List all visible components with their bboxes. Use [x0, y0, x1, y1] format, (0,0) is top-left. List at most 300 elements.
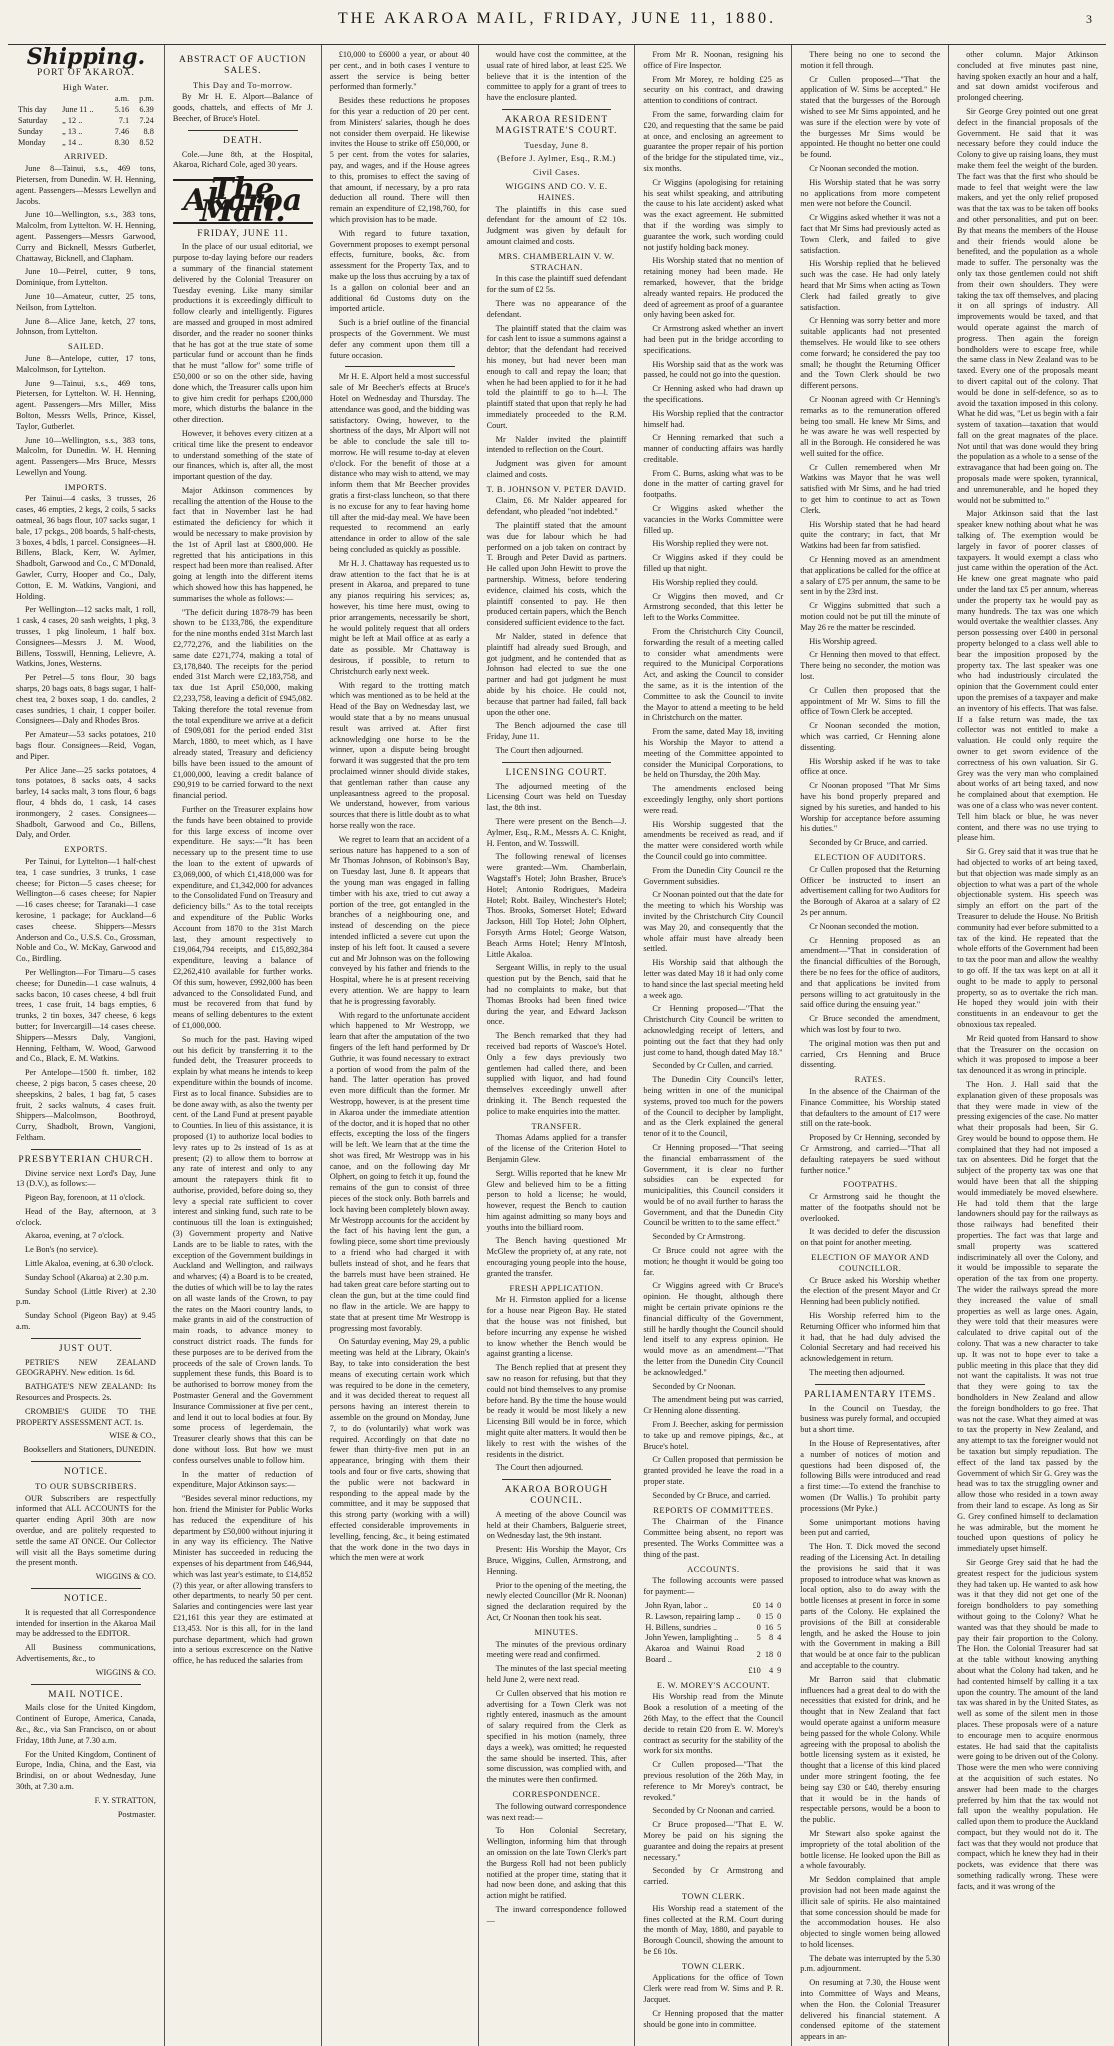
- account-cell: John Yewen, lamplighting ..: [645, 1633, 739, 1643]
- case-text: The Court then adjourned.: [495, 746, 584, 756]
- council-text: From Mr R. Noonan, resigning his office of Fire Inspector.: [643, 50, 784, 70]
- borough-council-heading: AKAROA BOROUGH COUNCIL.: [504, 1485, 609, 1507]
- news-paragraph: With regard to the trotting match which was mentioned as to be held at the Head of the Bay on Wednesday last, we would state that a by no means unusual result was arrived at. After first acknowledging one horse to be the winner, upon a dispute being brought forward it was suggested that the pro tem proclaimed winner should divide stakes, that gentleman rather than cause any unpleasantness agreed to the proposal. We understand, however, from various sources that there is little doubt as to what horse really won the race.: [329, 680, 470, 830]
- parliamentary-text: Mr Stewart also spoke against the impropriety of the total abolition of the bottle license. He looked upon the Bill as a whole favourably.: [800, 1828, 941, 1871]
- editorial-paragraph: In the place of our usual editorial, we purpose to-day laying before our readers a summary of the financial statement delivered by the Colonial Treasurer on Tuesday evening. Like many similar productions it is exceedingly difficult to follow clearly and intelligently. Figures are massed and grouped in most admired disorder, and the reader no sooner thinks that he has got at the true state of some particular fund or account than he finds that he must "allow for" some trifle of £50,000 or so on the other side, having done which, the Treasurer calls upon him to give him credit for perhaps £200,000 more, which disturbs the balance in the other direction.: [172, 242, 313, 425]
- rates-text: Proposed by Cr Henning, seconded by Cr Armstrong, and carried—"That all defaulting ratepayers be sued without further notice.": [800, 1133, 941, 1175]
- tide-table: [16, 94, 156, 148]
- council-text: Cr Wiggins then moved, and Cr Armstrong seconded, that this letter be left to the Works Committee.: [643, 591, 784, 623]
- case-title: WIGGINS AND CO. V. E. HAINES.: [505, 180, 608, 202]
- licensing-text: The Bench remarked that they had received bad reports of Wascoe's Hotel. Only a few days previously two gentlemen had called there, and been supplied with liquor, and had found themselves exceedingly unwell after drinking it. The Bench requested the police to make enquiries into the matter.: [486, 1031, 627, 1116]
- columns: [8, 44, 1106, 2042]
- council-text: Cr Wiggins agreed with Cr Bruce's opinion. He thought, although there might be certain private opinions re the financial difficulty of the Government, still he hardly thought the Council should lend itself to any express opinion. He would move as an amendment—"That the letter from the Dunedin City Council be acknowledged.": [643, 1281, 784, 1377]
- just-out-signature: WISE & CO.,: [109, 1431, 156, 1441]
- council-text: Cr Henning asked who had drawn up the specifications.: [643, 384, 784, 404]
- parliamentary-text: Some unimportant motions having been put and carried,: [800, 1517, 941, 1538]
- editorial-paragraph: In the matter of reduction of expenditure, Major Atkinson says:—: [172, 1469, 313, 1490]
- tide-cell: June 11 ..: [62, 105, 94, 115]
- case-text: The plaintiff stated that the amount was due for labour which he had performed on a job taken on contract by T. Brough and Peter David as partners. He called upon John Hewitt to prove the partnership. Witness, before tendering evidence, claimed his costs, which the plaintiff consented to pay. He then produced certain papers, which the Bench considered sufficient evidence to the fact.: [486, 521, 627, 628]
- court-before: (Before J. Aylmer, Esq., R.M.): [497, 153, 616, 164]
- news-paragraph: We regret to learn that an accident of a serious nature has happened to a son of Mr Thomas Johnson, of Robinson's Bay, on Tuesday last, June 8. It appears that the young man was engaged in falling timber with his axe, tried to cut away a portion of the tree, got entangled in the branches of a neighbouring one, and instead of descending on the piece intended inflicted a severe cut upon the instep of his left foot. It caused a severe cut and Mr Johnson was on the following conveyed by his father and friends to the Hospital, where he is at present receiving every attention. We are happy to learn that he is progressing favorably.: [329, 834, 470, 1006]
- council-text: His Worship suggested that the amendments be received as read, and if the matter were considered worth while the Council could go into committee.: [643, 819, 784, 861]
- table-row: [643, 1612, 783, 1623]
- column-4: [479, 45, 636, 2046]
- borough-text: A meeting of the above Council was held at their Chambers, Balguerie street, on Wednesday last, the 9th instant.: [486, 1509, 627, 1541]
- notice2-text: All Business communications, Advertisements, &c., to: [16, 1643, 156, 1663]
- rates-heading: RATES.: [854, 1074, 886, 1085]
- table-row: [643, 1601, 783, 1612]
- church-heading: PRESBYTERIAN CHURCH.: [18, 1154, 154, 1165]
- council-text: From C. Burns, asking what was to be done in the matter of carting gravel for footpaths.: [643, 468, 784, 500]
- case-text: Mr Nalder invited the plaintiff intended to reflection on the Court.: [486, 434, 627, 455]
- tide-cell: a.m.: [114, 94, 130, 104]
- licensing-text: There were present on the Bench—J. Aylmer, Esq., R.M., Messrs A. C. Knight, H. Fenton, and W. Tosswill.: [486, 817, 627, 848]
- just-out-item: CROMBIE'S GUIDE TO THE PROPERTY ASSESSMENT ACT. 1s.: [16, 1406, 156, 1427]
- imports-heading: IMPORTS.: [64, 481, 108, 492]
- transfer-text: Sergt. Willis reported that he knew Mr Glew and believed him to be a fitting person to hold a license; he would, however, request the Bench to caution him against admitting so many boys and youths into the billiard room.: [486, 1168, 627, 1232]
- parliamentary-text: other column. Major Atkinson concluded at five minutes past nine, having spoken exactly an hour and a half, and sat down amidst vociferous and prolonged cheering.: [957, 50, 1098, 103]
- tide-cell: 5.16: [114, 105, 130, 115]
- parliamentary-text: Mr Reid quoted from Hansard to show that the Treasurer on the occasion on which it was proposed to impose a beer tax denounced it as wrong in principle.: [957, 1033, 1098, 1076]
- parliamentary-text: Sir G. Grey said that it was true that he had objected to works of art being taxed, but that objection was made simply as an objection to what was a part of the whole objectionable system. His speech was simply an effort on the part of the Treasurer to delude the House. No British community had ever before submitted to a tax of the kind. He repeated that the whole efforts of the Government had been to tax the poor man and allow the wealthy to go off. If the tax was kept on at all it ought to be made to apply to personal property, so as to overtake the rich man. He hoped they would join with their constituents in an endeavour to get the obnoxious tax repealed.: [957, 847, 1098, 1029]
- church-line: Sunday School (Pigeon Bay) at 9.45 a.m.: [16, 1311, 156, 1332]
- council-text: His Worship agreed.: [809, 636, 877, 646]
- accounts-table: [643, 1601, 783, 1677]
- account-cell: 5: [756, 1633, 761, 1643]
- council-text: Cr Armstrong asked whether an invert had been put in the bridge according to specifications.: [643, 324, 784, 355]
- account-cell: 16: [764, 1622, 774, 1632]
- tide-cell: 7.1: [118, 115, 130, 125]
- council-text: His Worship said that although the letter was dated May 18 it had only come to hand since the last special meeting held a week ago.: [643, 958, 784, 1000]
- council-text: Cr Cullen proposed that permission be granted provided he leave the road in a proper state.: [643, 1455, 784, 1487]
- import-item: Per Wellington—12 sacks malt, 1 roll, 1 cask, 4 cases, 20 sash weights, 1 pkg, 3 trusses, 1 pkg linoleum, 1 half box. Consignees—Messrs J. M. Wood, Billens, Tosswill, Henning, Lelievre, A. Watkins, Jones, Westerns.: [16, 605, 156, 669]
- fresh-application-heading: FRESH APPLICATION.: [509, 1282, 604, 1293]
- parliamentary-text: In the House of Representatives, after a number of notices of motion and questions had been disposed of, the following Bills were introduced and read a first time:—To extend the franchise to women (Dr Wallis.) To prohibit party processions (Mr Pyke.): [800, 1439, 941, 1513]
- town-clerk-text: Applications for the office of Town Clerk were read from W. Sims and P. R. Jacquet.: [643, 1973, 784, 2005]
- council-text: Seconded by Cr Bruce, and carried.: [652, 1490, 771, 1500]
- licensing-text: Sergeant Willis, in reply to the usual question put by the Bench, said that he had no complaints to make, but that Thomas Brooks had been fined twice during the year, and Edward Jackson once.: [486, 963, 627, 1027]
- news-paragraph: Mr H. E. Alport held a most successful sale of Mr Beecher's effects at Bruce's Hotel on Wednesday and Thursday. The attendance was good, and the bidding was satisfactory. Owing, however, to the shortness of the days, Mr Alport will not be able to conclude the sale till to-morrow. He will resume to-day at eleven o'clock. For the benefit of those at a distance who may wish to attend, we may inform them that Mr Beecher provides gratis a first-class luncheon, so that there is no excuse for any to fear having home till after the mid-day meal. We have been requested to recommend an early attendance in order to allow of the sale being concluded as quickly as possible.: [329, 372, 470, 555]
- auditors-text: Cr Cullen proposed that the Returning Officer be instructed to insert an advertisement calling for two Auditors for the Borough of Akaroa at a salary of £2 2s per annum.: [800, 864, 941, 917]
- auditors-text: Cr Bruce seconded the amendment, which was lost by four to two.: [800, 1014, 941, 1034]
- import-item: Per Tainui—4 casks, 3 trusses, 26 cases, 46 empties, 2 kegs, 2 coils, 5 sacks oatmeal, 36 bags flour, 107 sacks sugar, 1 bale, 17 pckgs., 208 boards, 5 half-chests, 3 boxes, 4 bdls, 1 parcel. Consignees—H. Billens, Black, Kerr, W. Aylmer, Shadbolt, Garwood and Co., C M'Donald, Gawler, Curry, Hooper and Co., Daly, Cotton, E. M. Watkins, Vangioni, and Holding.: [16, 494, 156, 601]
- divider: [31, 1588, 141, 1589]
- council-text: Seconded by Cr Armstrong.: [652, 1232, 746, 1242]
- case-text: The Bench adjourned the case till Friday, June 11.: [486, 721, 627, 742]
- arrival-item: June 10—Petrel, cutter, 9 tons, Dominique, from Lyttelton.: [16, 267, 156, 288]
- church-line: Pigeon Bay, forenoon, at 11 o'clock.: [25, 1193, 146, 1203]
- exports-heading: EXPORTS.: [64, 844, 108, 855]
- parliamentary-text: Mr Seddon complained that ample provision had not been made against the illicit sale of spirits. He also maintained that some concession should be made for the accommodation houses. He also objected to single women being allowed to hold licenses.: [800, 1875, 941, 1949]
- export-item: Per Wellington—For Timaru—5 cases cheese; for Dunedin—1 case walnuts, 4 sacks bacon, 10 cases cheese, 4 bdl fruit trees, 1 case fruit, 14 bags empties, 6 trunks, 2 tin boxes, 347 cheese, 6 kegs butter; for Invercargill—14 cases cheese. Shippers—Messrs Daly, Vangioni, Henning, Feltham, W. Wood, Garwood and Co., Black, E. M. Watkins.: [16, 967, 156, 1064]
- news-paragraph: Mr H. J. Chattaway has requested us to draw attention to the fact that he is at present in Akaroa, and prepared to tune any pianos requiring his services; as, however, his time here must, owing to prior arrangements, necessarily be short, he would politely request that all orders might be left at Mail office at as early a date as possible. Mr Chattaway is desirous, if possible, to return to Christchurch early next week.: [329, 558, 470, 676]
- abstract-heading: ABSTRACT OF AUCTION SALES.: [178, 55, 307, 76]
- mayor-election-heading: ELECTION OF MAYOR AND COUNCILLOR.: [811, 1252, 930, 1273]
- council-text: His Worship replied that he believed such was the case. He had only lately heard that Mr Sims when acting as Town Clerk had failed greatly to give satisfaction.: [800, 259, 941, 312]
- council-text: His Worship stated that he was sorry no applications from more competent men were not before the Council.: [800, 177, 941, 209]
- divider: [31, 1461, 141, 1462]
- table-row: [16, 105, 156, 116]
- council-text: Cr Bruce could not agree with the motion; he thought it would be going too far.: [643, 1246, 784, 1277]
- council-text: Seconded by Cr Bruce, and carried.: [809, 838, 928, 848]
- table-row: [16, 94, 156, 105]
- parliamentary-text: Major Atkinson said that the last speaker knew nothing about what he was talking of. The exemption would be largely in favor of poorer classes of taxpayers. It would exempt a class who just came within the operation of the Act. He knew one great magnate who paid under the land tax £5 per annum, whereas under the property tax he would pay as many hundreds. The tax was one which would overtake the wealthier classes. Any person possessing over £400 in personal property belonged to a class well able to bear the imposition proposed by the property tax. The last speaker was one who had industriously circulated the opinion that the Government could enter upon the premises of a taxpayer and make an inventory of his effects. That was false. If a false return was made, the tax collector was not entitled to make a valuation. He could only require the owner to get sworn evidence of the correctness of his own valuation. Sir G. Grey was the very man who complained about works of art being taxed, and now he complained about that exemption. He was one of a class who was never content. Tell him black or blue, he was never content, and there was no use trying to please him.: [957, 509, 1098, 843]
- account-cell: 0: [756, 1611, 761, 1621]
- account-cell: 0: [777, 1600, 782, 1610]
- transfer-heading: TRANSFER.: [531, 1120, 582, 1131]
- correspondence-text: To Hon Colonial Secretary, Wellington, informing him that through an omission on the late Town Clerk's part the Burgess Roll had not been publicly notified at the proper time, stating that it had now been done, and asking that this action might be ratified.: [486, 1826, 627, 1901]
- morey-text: His Worship read from the Minute Book a resolution of a meeting of the 26th May, to the effect that the Council decide to retain £20 from E. W. Morey's contract as security for the stability of the work for six months.: [643, 1692, 784, 1756]
- account-cell: 18: [764, 1649, 774, 1659]
- minutes-text: The minutes of the last special meeting held June 2, were next read.: [486, 1664, 627, 1684]
- import-item: Per Alice Jane—25 sacks potatoes, 4 tons potatoes, 8 sacks oats, 4 sacks barley, 14 sacks malt, 3 tons flour, 6 bags flour, 4 bhds do, 1 cask, 14 cases ironmongery, 2 cases. Consignees—Shadbolt, Garwood and Co., Billens, Daly, and Order.: [16, 765, 156, 840]
- case-text: The plaintiffs in this case sued defendant for the amount of £2 10s. Judgment was given by default for amount claimed and costs.: [486, 204, 627, 246]
- arrived-heading: ARRIVED.: [63, 151, 108, 162]
- mail-notice-text: Mails close for the United Kingdom, Continent of Europe, America, Canada, &c., &c., via San Francisco, on or about Friday, 18th June, at 7.30 a.m.: [16, 1703, 156, 1745]
- footpaths-heading: FOOTPATHS.: [842, 1179, 898, 1190]
- notice2-heading: NOTICE.: [63, 1594, 109, 1604]
- parliamentary-text: Sir George Grey said that he had the greatest respect for the judicious system they had taken up. He wanted to ask how was it that they did not get one of the foreign bondholders to pay something without going to the Colony? What he wanted was that they should be made to pay their fair proportion to the Colony. The Hon. the Colonial Treasurer had sat at the table without knowing anything about what the Colony had taken, and he had contented himself by calling it a tax upon the country. The amount of the land tax was shared in by the United States, as well as some of the silent men in those places. These proposals were of a nature to encourage men to acquire enormous estates. He had said that the capitalists were going to be driven out of the Colony. Those were the men who were conniving at the acquisition of such estates. No answer had been made to the charges preferred by him that the tax would not fall upon the wealthy population. He called upon them to produce the Auckland compact, but they would not do it. The fact was that they would not produce that compact, which he knew they had in their pockets, was evidence that there was something radically wrong. These were facts, and it was wrong of the: [957, 1557, 1098, 1891]
- table-row: [16, 127, 156, 138]
- council-text: Cr Wiggins submitted that such a motion could not be put till the minute of May 26 re the matter be rescinded.: [800, 601, 941, 632]
- town-clerk-heading: TOWN CLERK.: [681, 1890, 745, 1901]
- column-7: [949, 45, 1106, 2046]
- council-text: Cr Noonan pointed out that the date for the meeting to which his Worship was invited by the Christchurch City Council was May 20, and consequently that the whole affair must have already been settled.: [643, 890, 784, 954]
- death-text: Cole.—June 8th, at the Hospital, Akaroa, Richard Cole, aged 30 years.: [172, 149, 313, 170]
- masthead: [8, 10, 1106, 45]
- morey-heading: E. W. MOREY'S ACCOUNT.: [656, 1679, 770, 1690]
- tide-cell: [60, 94, 107, 105]
- fresh-application-text: Mr H. Firmston applied for a license for a house near Pigeon Bay. He stated that the house was not finished, but before incurring any expense he wished to know whether the Bench would be against granting a license.: [486, 1295, 627, 1359]
- church-line: Sunday School (Akaroa) at 2.30 p.m.: [25, 1272, 149, 1282]
- table-row: [643, 1644, 783, 1666]
- tide-cell: 8.8: [143, 126, 154, 136]
- correspondence-text: The inward correspondence followed—: [486, 1904, 627, 1925]
- council-text: Cr Noonan agreed with Cr Henning's remarks as to the remuneration offered being too small. He knew Mr Sims, and he was aware he was well respected by all in the Borough. He considered he was well suited for the office.: [800, 394, 941, 458]
- morey-text: Cr Cullen proposed—"That the previous resolution of the 26th May, in reference to Mr Morey's contract, be revoked.": [643, 1760, 784, 1802]
- civil-cases-heading: Civil Cases.: [532, 167, 581, 178]
- just-out-heading: JUST OUT.: [58, 1343, 113, 1354]
- news-paragraph: would have cost the committee, at the usual rate of hired labor, at least £25. We believe that it is the intention of the committee to apply for a grant of trees to have the enclosure planted.: [486, 50, 627, 103]
- sailing-item: June 9—Tainui, s.s., 469 tons, Pietersen, for Lyttelton. W. H. Henning, agent. Passengers—Mrs Miller, Miss Bolton, Messrs Wells, Prince, Kissel, Taylor, Gutberlet.: [16, 378, 156, 431]
- news-paragraph: £10,000 to £6000 a year, or about 40 per cent., and in both cases I venture to assert the service is being better performed than formerly.": [329, 50, 470, 92]
- case-title: T. B. JOHNSON V. PETER DAVID.: [486, 483, 627, 494]
- mail-notice-heading: MAIL NOTICE.: [48, 1689, 124, 1700]
- council-text: The Dunedin City Council's letter, being written in one of the municipal systems, proved too much for the powers of the Council to decipher by lamplight, and as the Clerk explained the general tenor of it to the Council,: [643, 1075, 784, 1139]
- account-cell: 0: [777, 1649, 782, 1659]
- tide-cell: p.m.: [139, 94, 154, 104]
- notice-heading: NOTICE.: [63, 1467, 109, 1478]
- account-cell: 14: [764, 1600, 774, 1610]
- sailing-item: June 8—Antelope, cutter, 17 tons, Malcolmson, for Lyttelton.: [16, 353, 156, 374]
- minutes-text: The minutes of the previous ordinary meeting were read and confirmed.: [486, 1639, 627, 1660]
- town-clerk-text: Cr Henning proposed that the matter should be gone into in committee.: [643, 2008, 784, 2029]
- tide-cell: 7.24: [139, 115, 154, 125]
- high-water-heading: High Water.: [62, 81, 110, 92]
- table-row: [643, 1623, 783, 1634]
- table-row: [16, 116, 156, 127]
- council-text: Seconded by Cr Noonan.: [652, 1381, 736, 1391]
- court-date: Tuesday, June 8.: [524, 139, 589, 150]
- church-line: Akaroa, evening, at 7 o'clock.: [25, 1231, 124, 1241]
- divider: [31, 1684, 141, 1685]
- editorial-paragraph: However, it behoves every citizen at a critical time like the present to endeavor to understand something of the state of our finances, which is, after all, the most important question of the day.: [172, 428, 313, 482]
- fresh-application-text: The Bench replied that at present they saw no reason for refusing, but that they could not bind themselves to any promise before hand. By the time the house would be ready it would be most likely a new Licensing Bill would be in force, which might quite alter matters. It would then be likely to rest with the wishes of the residents in the district.: [486, 1363, 627, 1459]
- council-text: Cr Wiggins asked if they could be filled up that night.: [643, 553, 784, 574]
- divider: [188, 130, 298, 131]
- council-text: Cr Wiggins (apologising for retaining his seat whilst speaking, and attributing the cause to his late accident) asked what was the exact agreement. He submitted that if the wording was simply to guarantee the work, such wording could not justify holding back money.: [643, 177, 784, 252]
- account-cell: 9: [777, 1665, 782, 1675]
- divider: [502, 762, 612, 763]
- column-6: [792, 45, 949, 2046]
- tide-cell: Sunday: [18, 126, 43, 136]
- accounts-heading: ACCOUNTS.: [687, 1563, 740, 1574]
- account-cell: 8: [768, 1633, 774, 1643]
- divider: [815, 1384, 925, 1385]
- tide-cell: Monday: [18, 137, 46, 147]
- account-cell: Akaroa and Wainui Road Board ..: [645, 1644, 745, 1664]
- council-text: Cr Noonan proposed "That Mr Sims have his bond properly prepared and signed by his sureties, and handed to his Worship for acceptance before assuming his duties.": [800, 781, 941, 834]
- reports-text: The Chairman of the Finance Committee being absent, no report was presented. The Works Committee was a thing of the past.: [643, 1517, 784, 1559]
- abstract-text: By Mr H. E. Alport—Balance of goods, chattels, and effects of Mr J. Beecher, of Bruce's Hotel.: [172, 92, 313, 123]
- case-text: Mr Nalder, stated in defence that plaintiff had already sued Brough, and got judgment, and he contended that as Johnson had elected to sue the one partner and had got judgment he must abide by his choice. He could not, because that partner had failed, fall back upon the other one.: [486, 632, 627, 717]
- case-text: The plaintiff stated that the claim was for cash lent to issue a summons against a debtor; that the defendant had received his money, but had never been man enough to call and repay the loan; that when he had been applied to for it he had told the plaintiff to go to h—l. The plaintiff stated that upon that reply he had immediately proceeded to the R.M. Court.: [486, 323, 627, 430]
- account-cell: 4: [777, 1633, 782, 1643]
- export-item: Per Antelope—1500 ft. timber, 182 cheese, 2 pigs bacon, 5 cases cheese, 20 sheepskins, 2 bales, 1 bag fat, 5 cases fruit, 2 sacks walnuts, 4 cases fruit. Shippers—Malcolmson, Boothroyd, Curry, Shadbolt, Brown, Vangioni, Feltham.: [16, 1068, 156, 1142]
- mayor-election-text: Cr Bruce asked his Worship whether the election of the present Mayor and Cr Henning had been publicly notified.: [800, 1275, 941, 1307]
- mayor-election-text: The meeting then adjourned.: [809, 1368, 905, 1378]
- parliamentary-text: Sir George Grey pointed out one great defect in the financial proposals of the Government. He said that it was necessary before they could induce the Colony to give up raising loans, they must make them feel the weight of the burden. The fact was that the first who should be made to feel that weight were the law makers, and yet the only relief proposed was that the tax was to be taken off books and other personalities, and put on beer. By that means the members of the House and their friends would alone be benefited, and the population as a whole made to suffer. The personalty was the only tax those gentlemen could not shift from their own shoulders. They were taking the tax off themselves, and placing it on all springs of industry. All improvements would be taxed, and that would operate against the march of progress. Then again the foreign bondholders were to escape free, while the same class in New Zealand was to be taxed. Every one of the proposals meant to divert capital out of the colony. That would be done in self-defence, so as to avoid the taxation imposed in this colony. What he did was, "Let us begin with a fair system of taxation—taxation that would fall on the great magnates of the place. Not until that was done would they bring the population as a whole to a sense of the extravagance that had been going on. The proposals made were spoken, tyrannical, and unremunerable, and he hoped they would not be submitted to.": [957, 106, 1098, 505]
- shipping-heading: Shipping.: [26, 44, 146, 70]
- divider: [502, 1479, 612, 1480]
- church-line: Little Akaloa, evening, at 6.30 o'clock.: [25, 1259, 154, 1269]
- divider: [31, 1338, 141, 1339]
- mail-notice-text: For the United Kingdom, Continent of Europe, India, China, and the East, via Brindisi, on or about Wednesday, June 30th, at 7.30 a.m.: [16, 1749, 156, 1791]
- table-row: [16, 138, 156, 149]
- council-text: Cr Cullen proposed—"That the application of W. Sims be accepted." He stated that the burgesses of the Borough wished to see Mr Sims appointed, and he was sure if the election were by vote of the burgesses Mr Sims would be appointed. He thought no better one could be found.: [800, 74, 941, 160]
- council-text: Cr Henning moved as an amendment that applications be called for the office at a salary of £75 per annum, the same to be sent in by the 23rd inst.: [800, 555, 941, 597]
- death-heading: DEATH.: [223, 135, 263, 146]
- divider: [502, 109, 612, 110]
- paper-title: The Akaroa Mail.: [173, 179, 313, 223]
- council-text: His Worship stated that no mention of retaining money had been made. He remarked, however, that the bridge already wanted repairs. He produced the deed of agreement as proof of a guarantee only having been asked for.: [643, 256, 784, 320]
- account-cell: 4: [768, 1665, 774, 1675]
- church-line: Divine service next Lord's Day, June 13 (D.V.), as follows:—: [16, 1168, 156, 1189]
- council-text: Cr Henning then moved to that effect. There being no seconder, the motion was lost.: [800, 650, 941, 682]
- licensing-text: The adjourned meeting of the Licensing Court was held on Tuesday last, the 8th inst.: [486, 781, 627, 813]
- parliamentary-text: The Hon. T. Dick moved the second reading of the Licensing Act. In detailing the provisions he said that it was proposed to introduce what was known as local option, also to do away with the bottle licenses at present in force in some parts of the Colony. He explained the provisions of the Bill at considerable length, and he asked the House to join with the Government in making a Bill that would be at once fair to the publican and acceptable to the country.: [800, 1542, 941, 1670]
- morey-text: Seconded by Cr Armstrong and carried.: [643, 1866, 784, 1887]
- column-5: [635, 45, 792, 2046]
- sailing-item: June 10—Wellington, s.s., 383 tons, Malcolm, for Dunedin. W. H. Henning agent. Passengers—Mrs Bruce, Messrs Lewellyn and Young.: [16, 435, 156, 477]
- tide-cell: „ 13 ..: [62, 126, 83, 136]
- page-title: THE AKAROA MAIL, FRIDAY, JUNE 11, 1880.: [337, 10, 777, 27]
- editorial-paragraph: Major Atkinson commences by recalling the attention of the House to the fact that in November last he had estimated the deficiency for which it would be necessary to make provision by the 1st of April last at £800,000. He regretted that his anticipations in this respect had been more than realised. After going at length into the different items which showed how this has happened, he summarises the whole as follows:—: [172, 485, 313, 603]
- news-paragraph: With regard to future taxation, Government proposes to exempt personal effects, furniture, books, &c. from assessment for the Property Tax, and to make up the loss thus accruing by a tax of 1s a gallon on colonial beer and an additional 6d Customs duty on the imported article.: [329, 228, 470, 314]
- council-text: Cr Wiggins asked whether the vacancies in the Works Committee were filled up.: [643, 504, 784, 535]
- council-text: Cr Henning proposed—"That seeing the financial embarrassment of the Government, it is clear no further subsidies can be expected for municipalities, this Council considers it would be of no avail further to harass the Government, and that the Dunedin City Council be written to to the same effect.": [643, 1142, 784, 1228]
- tide-cell: 6.39: [139, 105, 154, 115]
- export-item: Per Tainui, for Lyttelton—1 half-chest tea, 1 case sundries, 3 trunks, 1 case cheese; for Picton—5 cases cheese; for Wellington—6 cases cheese; for Napier—16 cases cheese; for Taranaki—1 case kerosine, 1 package; for Auckland—6 cases cheese. Shippers—Messrs Anderson and Co., U.S.S. Co., Grossman, Noble and Co., W. McKay, Garwood and Co., Birdling.: [16, 856, 156, 964]
- council-text: From the same, forwarding claim for £20, and requesting that the same be paid at once, and enclosing an agreement to guarantee the proper repair of his portion of the bridge for the stipulated time, viz., six months.: [643, 109, 784, 173]
- account-cell: 0: [777, 1611, 782, 1621]
- news-paragraph: With regard to the unfortunate accident which happened to Mr Westropp, we learn that after the amputation of the two fingers of the left hand performed by Dr Guthrie, it was found necessary to extract a portion of wood from the palm of the hand. The latter operation has proved even more difficult than the former. Mr Westropp, however, is at the present time in Akaroa under the immediate attention of the doctor, and it is hoped that no other effects, excepting the loss of the fingers will be left. We learn that at the time the shot was fired, Mr Westropp was in his canoe, and on the following day Mr Olphert, on going to fetch it up, found the remains of the gun to consist of three pieces of the stock only. Both barrels and lock having been completely blown away. Mr Westropp accounts for the accident by the fact of his having lent the gun, a fowling piece, some short time previously to a friend who had charged it with bullets instead of shot, and he fears that the barrels must have been strained. He had taken great care before starting out to clean the gun, but at the time could find no flaw in the article. We are happy to state that at present time Mr Westropp is progressing most favorably.: [329, 1010, 470, 1333]
- account-cell: 2: [756, 1649, 761, 1659]
- sailed-heading: SAILED.: [67, 341, 104, 352]
- rates-text: In the absence of the Chairman of the Finance Committee, his Worship stated that defaulters to the amount of £17 were still on the rate-book.: [800, 1086, 941, 1129]
- council-text: His Worship said that as the work was passed, he could not go into the question.: [643, 359, 784, 380]
- mail-notice-signature-title: Postmaster.: [117, 1809, 156, 1819]
- column-2: [165, 45, 322, 2046]
- news-paragraph: On Saturday evening, May 29, a public meeting was held at the Library, Okain's Bay, to take into consideration the best means of executing certain work which was required to be done in the cemetery, and it was decided thereat to request all persons having an interest therein to assemble on the ground on Monday, June 7, to do (voluntarily) what work was required. Accordingly on that date no fewer than thirty-five men put in an appearance, bringing with them their tools and four or five carts, showing that the public were not backward in responding to the appeal made by the committee, and it may be supposed that this strong party (working with a will) effected considerable improvements in levelling, fencing, &c., it being estimated that the work done in the two days in which the men were at work: [329, 1337, 470, 1563]
- council-text: Cr Cullen then proposed that the appointment of Mr W. Sims to fill the office of Town Clerk be accepted.: [800, 685, 941, 717]
- council-text: Cr Noonan seconded the motion.: [809, 163, 919, 173]
- correspondence-text: The following outward correspondence was next read:—: [486, 1801, 627, 1822]
- town-clerk-text: His Worship read a statement of the fines collected at the R.M. Court during the month of May, 1880, and payable to Borough Council, showing the amount to be £6 10s.: [643, 1903, 784, 1956]
- reports-heading: REPORTS OF COMMITTEES.: [653, 1504, 774, 1515]
- council-text: Seconded by Cr Cullen, and carried.: [652, 1061, 773, 1071]
- footpaths-text: Cr Armstrong said he thought the matter of the footpaths should not be overlooked.: [800, 1192, 941, 1223]
- council-text: Cr Noonan seconded the motion, which was carried, Cr Henning alone dissenting.: [800, 721, 941, 752]
- council-text: His Worship replied they were not.: [652, 539, 769, 549]
- council-text: From J. Beecher, asking for permission to take up and remove pipings, &c., at Bruce's hotel.: [643, 1420, 784, 1451]
- notice-text: OUR Subscribers are respectfully informed that ALL ACCOUNTS for the quarter ending April 30th are now overdue, and are politely requested to settle the same AT ONCE. Our Collector will visit all the Bays sometime during the present month.: [16, 1493, 156, 1568]
- council-text: From the Dunedin City Council re the Government subsidies.: [643, 865, 784, 886]
- auditors-text: Cr Henning proposed as an amendment—"That in consideration of the financial difficulties of the Borough, there be no fees for the office of auditors, and that applications be invited from persons willing to act gratuitously in the said office during the ensuing year.": [800, 935, 941, 1010]
- editorial-paragraph: "Besides several minor reductions, my hon. friend the Minister for Public Works has reduced the expenditure of his department by £50,000 without injuring it in any way its efficiency. The Native Minister has succeeded in reducing the expenses of his department from £46,944, which was last year's estimate, to £14,852 (?) this year, or after allowing transfers to other departments, to nearly 50 per cent. Salaries and contingencies were last year £21,161 this year they are estimated at £13,453. Nor is this all, for in the land purchase department, which had grown into a serious excrescence on the Native office, he has reduced the salaries from: [172, 1494, 313, 1666]
- council-text: His Worship replied that the contractor himself had.: [643, 408, 784, 429]
- account-cell: £10: [748, 1665, 761, 1675]
- footpaths-text: It was decided to defer the discussion on that point for another meeting.: [800, 1227, 941, 1248]
- borough-text: Present: His Worship the Mayor, Crs Bruce, Wiggins, Cullen, Armstrong, and Henning.: [486, 1545, 627, 1576]
- import-item: Per Amateur—53 sacks potatoes, 210 bags flour. Consignees—Reid, Vogan, and Piper.: [16, 730, 156, 761]
- editorial-paragraph: "The deficit during 1878-79 has been shown to be £133,786, the expenditure for the nine months ended 31st March last £2,772,276, and the liabilities on the same date £271,774, making a total of £3,178,840. The receipts for the period ended 31st March were £2,183,758, and tax due 1st April £50,000, making £2,233,758, leaving a deficit of £945,082. Taking therefore the total revenue from the total expenditure we arrive at a deficit of £909,081 for the period ended 31st March, 1880, to meet which, as I have already stated, Treasury and deficiency bills have been issued to the amount of £1,000,000, leaving a credit balance of £90,919 to be carried forward to the next financial period.: [172, 607, 313, 801]
- council-text: Cr Henning was sorry better and more suitable applicants had not presented themselves. He would like to see others come forward; he considered the pay too small; he thought the Returning Officer and the Town Clerk should be two different persons.: [800, 316, 941, 391]
- transfer-text: Thomas Adams applied for a transfer of the license of the Criterion Hotel to Benjamin Glew.: [486, 1133, 627, 1164]
- account-cell: H. Billens, sundries ..: [645, 1622, 718, 1632]
- tide-cell: 8.52: [139, 137, 154, 147]
- parliamentary-text: The Hon. J. Hall said that the explanation given of these proposals was that they were made in view of the pressing exigencies of the case. No matter what their proposals had been, Sir G. Grey would be bound to oppose them. He complained that they had not imposed a tax on absentees. Did he forget that the subject of the property tax was one that would have been that all the shipping would immediately be moved elsewhere. He had told them that the large landowners should pay for the railways as those railways had benefited their properties. The fact was that large and small property was scattered indiscriminately all over the Colony, and it would be impossible to separate the operation of the tax from one property. The wider the railways spread the more they increased the value of small properties as well as large ones. Again, they were told that their measures were calculated to drive capital out of the colony. That was a new character to take up. It was not to hope ever to take a public meeting in this place that they did not want the capitalists. It was not true that they were going to tax the bondholders in New Zealand and allow the foreign bondholders to go free. That was not the case. What they aimed at was to tax the property in New Zealand, and any attempt to tax the foreigner would not be taxation but simply repudiation. The effect of the land tax passed by the Government of which Sir G. Grey was the head was to tax the struggling owner and allow those who resided in a town away from their land to escape. As long as Sir G. Grey confined himself to declamation he was admirable, but the moment he touched upon questions of policy he immediately upset himself.: [957, 1079, 1098, 1554]
- auditors-heading: ELECTION OF AUDITORS.: [814, 851, 927, 862]
- editorial-date: FRIDAY, JUNE 11.: [197, 228, 289, 239]
- auditors-text: The original motion was then put and carried, Crs Henning and Bruce dissenting.: [800, 1038, 941, 1070]
- licensing-heading: LICENSING COURT.: [505, 767, 608, 778]
- council-text: His Worship stated that he had heard quite the contrary; in fact, that Mr Watkins had been far from satisfied.: [800, 519, 941, 551]
- council-text: The amendments enclosed being exceedingly lengthy, only short portions were read.: [643, 784, 784, 815]
- borough-text: Prior to the opening of the meeting, the newly elected Councillor (Mr R. Noonan) signed the declaration required by the Act, Cr Noonan then took his seat.: [486, 1580, 627, 1622]
- page-number: 3: [1086, 12, 1092, 26]
- council-text: His Worship replied they could.: [652, 577, 758, 587]
- morey-text: Seconded by Cr Noonan and carried.: [652, 1806, 775, 1816]
- parliamentary-heading: PARLIAMENTARY ITEMS.: [804, 1389, 937, 1400]
- licensing-text: The following renewal of licenses were granted:—Wm. Chamberlain, Wagstaff's Hotel; John Brasher, Bruce's Hotel; Antonio Rodrigues, Madeira Hotel; Robt. Bailey, Winchester's Hotel; Thos. Brooks, Somerset Hotel; Edward Jackson, Hill Top Hotel; John Olphert, Forsyth Arms Hotel; George Watson, Beach Arms Hotel; Henry M'Intosh, Little Akaloa.: [486, 852, 627, 959]
- fresh-application-text: The Court then adjourned.: [495, 1463, 584, 1473]
- divider: [31, 1149, 141, 1150]
- church-line: Le Bon's (no service).: [25, 1245, 98, 1255]
- account-cell: 15: [764, 1611, 774, 1621]
- account-cell: 0: [756, 1622, 761, 1632]
- council-text: From the same, dated May 18, inviting his Worship the Mayor to attend a meeting of the Committee appointed to consider the Municipal Corporations, to be held on Thursday, the 20th May.: [643, 727, 784, 780]
- town-clerk-subheading: TOWN CLERK.: [681, 1960, 745, 1971]
- parliamentary-text: The debate was interrupted by the 5.30 p.m. adjournment.: [800, 1953, 941, 1974]
- parliamentary-text: On resuming at 7.30, the House went into Committee of Ways and Means, when the Hon. the Colonial Treasurer delivered his financial statement. A condensed epitome of the statement appears in an-: [800, 1978, 941, 2042]
- tide-cell: „ 14 ..: [62, 137, 83, 147]
- account-cell: £0: [752, 1600, 761, 1610]
- just-out-item: BATHGATE'S NEW ZEALAND: Its Resources and Prospects. 2s.: [16, 1382, 156, 1403]
- table-row: [643, 1666, 783, 1677]
- account-cell: John Ryan, labor ..: [645, 1600, 708, 1610]
- mayor-election-text: His Worship referred him to the Returning Officer who informed him that it had, that he had duly advised the Colonial Secretary and had received his acknowledgement in return.: [800, 1311, 941, 1364]
- mail-notice-signature: F. Y. STRATTON,: [94, 1795, 156, 1805]
- minutes-heading: MINUTES.: [534, 1626, 579, 1637]
- table-row: [643, 1633, 783, 1644]
- tide-cell: Saturday: [18, 115, 48, 125]
- council-text: Cr Wiggins asked whether it was not a fact that Mr Sims had previously acted as Town Clerk, and failed to give satisfaction.: [800, 213, 941, 255]
- council-text: The amendment being put was carried, Cr Henning alone dissenting.: [643, 1395, 784, 1416]
- correspondence-heading: CORRESPONDENCE.: [512, 1788, 601, 1799]
- column-3: [322, 45, 479, 2046]
- editorial-paragraph: Further on the Treasurer explains how the funds have been obtained to provide for this large excess of income over expenditure. He says:—"It has been necessary up to the present time to use the loan to the extent of upwards of £3,069,000, of which £1,418,000 was for expenditure, and £1,342,000 for advances to the Consolidated Fund on Treasury and deficiency bills." As to the total receipts and expenditure of the Public Works Account from 1870 to the 31st March last, they amount respectively to £19,064,794 receipts, and £15,892,384 expenditure, leaving a balance of £2,262,410 available for further works. Of this sum, however, £992,000 has been advanced to the Consolidated Fund, and must be recovered from that fund by means of selling debentures to the extent of £1,000,000.: [172, 805, 313, 1030]
- divider: [345, 366, 455, 367]
- abstract-subheading: This Day and To-morrow.: [193, 79, 293, 90]
- just-out-signature-address: Booksellers and Stationers, DUNEDIN.: [23, 1445, 156, 1455]
- column-1: [8, 45, 165, 2046]
- case-text: There was no appearance of the defendant.: [486, 298, 627, 319]
- news-paragraph: Such is a brief outline of the financial prospects of the Government. We must defer any comment upon them till a future occasion.: [329, 318, 470, 360]
- case-text: Claim, £6. Mr Nalder appeared for defendant, who pleaded "not indebted.": [486, 496, 627, 517]
- news-paragraph: Besides these reductions he proposes for this year a reduction of 20 per cent. from Ministers' salaries, though he does not consider them overpaid. He likewise invites the House to strike off £50,000, or 5 per cent. from the votes for salaries, pay, and wages, and if the House agrees to this, promises to effect the saving of that amount, if necessary, by a pro rata deduction all round. There will then remain an expenditure of £2,198,760, for which provision has to be made.: [329, 96, 470, 224]
- import-item: Per Petrel—5 tons flour, 30 bags sharps, 20 bags oats, 8 bags sugar, 1 half-chest tea, 2 boxes soap, 1 do. candles, 2 cases sundries, 1 chair, 1 copper boiler. Consignees—Daly and Rhodes Bros.: [16, 673, 156, 726]
- account-cell: 5: [777, 1622, 782, 1632]
- notice2-signature: WIGGINS & CO.: [95, 1667, 156, 1677]
- tide-cell: 7.46: [114, 126, 130, 136]
- tide-cell: This day: [18, 105, 47, 115]
- church-line: Head of the Bay, afternoon, at 3 o'clock.: [16, 1206, 156, 1227]
- notice-subheading: TO OUR SUBSCRIBERS.: [35, 1480, 137, 1491]
- account-cell: R. Lawson, repairing lamp ..: [645, 1611, 741, 1621]
- arrival-item: June 10—Amateur, cutter, 25 tons, Neilson, from Lyttelton.: [16, 291, 156, 312]
- tide-cell: 8.30: [114, 137, 130, 147]
- notice2-text: It is requested that all Correspondence intended for insertion in the Akaroa Mail may be addressed to the EDITOR.: [16, 1607, 156, 1639]
- court-heading: AKAROA RESIDENT MAGISTRATE'S COURT.: [495, 114, 618, 136]
- arrival-item: June 10—Wellington, s.s., 383 tons, Malcolm, from Lyttelton. W. H. Henning, agent. Passengers—Messrs Garwood, Curry and Bicknell, Messrs Gutberlet, Chattaway, Bicknell, and Clapham.: [16, 210, 156, 263]
- account-cell: [643, 1666, 746, 1677]
- council-text: Cr Cullen remembered when Mr Watkins was Mayor that he was well satisfied with Mr Sims, and he had tried to get him to continue to act as Town Clerk.: [800, 462, 941, 515]
- port-heading: PORT OF AKAROA.: [36, 67, 135, 78]
- morey-text: Cr Bruce proposed—"That E. W. Morey be paid on his signing the guarantee and doing the repairs at present necessary.": [643, 1820, 784, 1862]
- editorial-paragraph: So much for the past. Having wiped out his deficit by transferring it to the funded debt, the Treasurer proceeds to explain by what means he intends to keep expenditure within the bounds of income. First as to local finance. Subsidies are to be done away with, as also the twenty per cent. of the Land Fund at present payable to Counties. In lieu of this assistance, it is proposed (1) to authorize local bodies to levy rates up to 2s instead of 1s as at present; (2) to allow them to borrow at any rate of interest and only to any amount the ratepayers think fit to authorise, provided, before doing so, they levy a special rate sufficient to cover interest and sinking fund, such rate to be continuous till the loan is extinguished; (3) Government property and Native Lands are to be liable to rates, with the exception of the Government buildings in Auckland and Wellington, and railways and wharves; (4) a Board is to be created, the duties of which will be to lay the rates on all waste lands of the Crown, to pay the rates on the Maori country lands, to make grants in aid of the construction of main roads, to advance money to construct district roads. The funds for these purposes are to be derived from the proceeds of the sale of Crown lands. To supplement these funds, this Board is to be authorised to borrow money from the Postmaster General and the Government Insurance Commissioner at five per cent., and lend it out to local bodies at four. By some process of legerdemain, the Treasurer clearly shows that this can be done without loss. But how we must confess ourselves unable to follow him.: [172, 1034, 313, 1465]
- council-text: His Worship asked if he was to take office at once.: [800, 756, 941, 777]
- transfer-text: The Bench having questioned Mr McGlew the propriety of, at any rate, not encouraging young people into the house, granted the transfer.: [486, 1236, 627, 1278]
- council-text: Cr Henning proposed—"That the Christchurch City Council be written to acknowledging receipt of letters, and pointing out the fact that they had only just come to hand, though dated May 18.": [643, 1004, 784, 1057]
- just-out-item: PETRIE'S NEW ZEALAND GEOGRAPHY. New edition. 1s 6d.: [16, 1357, 156, 1378]
- notice-signature: WIGGINS & CO.: [95, 1572, 156, 1582]
- tide-cell: [16, 94, 60, 105]
- arrival-item: June 8—Tainui, s.s., 469 tons, Pietersen, from Dunedin. W. H. Henning, agent. Passengers—Messrs Lewellyn and Jacobs.: [16, 164, 156, 206]
- case-title: MRS. CHAMBERLAIN V. W. STRACHAN.: [498, 250, 615, 272]
- council-text: From Mr Morey, re holding £25 as security on his contract, and drawing attention to conditions of contract.: [643, 74, 784, 106]
- council-text: There being no one to second the motion it fell through.: [800, 50, 941, 70]
- council-text: Cr Henning remarked that such a manner of conducting affairs was hardly creditable.: [643, 433, 784, 464]
- arrival-item: June 8—Alice Jane, ketch, 27 tons, Johnson, from Lyttelton.: [16, 316, 156, 337]
- minutes-text: Cr Cullen observed that his motion re advertising for a Town Clerk was not rightly entered, inasmuch as the amount of salary required from the Clerk as specified in his motion (namely, three days a week), was omitted; he requested the same should be inserted. This, after some discussion, was complied with, and the minutes were then confirmed.: [486, 1688, 627, 1785]
- auditors-text: Cr Noonan seconded the motion.: [809, 921, 919, 931]
- case-text: In this case the plaintiff sued defendant for the sum of £2 5s.: [486, 274, 627, 295]
- parliamentary-text: Mr Barron said that clubmatic influences had a great deal to do with the necessities that existed for drink, and he thought that in New Zealand that fact would operate against a uniform measure being passed for the whole Colony. While agreeing with the proposal to abolish the bottle licensing system as it existed, he thought that a license of this kind placed under more stringent footing, the fee being say £30 or £40, thereby ensuring that it would be in the hands of respectable persons, would be a boon to the public.: [800, 1674, 941, 1825]
- tide-cell: „ 12 ..: [62, 115, 83, 125]
- accounts-intro: The following accounts were passed for payment:—: [643, 1576, 784, 1597]
- council-text: From the Christchurch City Council, forwarding the result of a meeting called to consider what amendments were required to the Municipal Corporations Act, and asking the Council to consider the same, as it is the intention of the Committee to ask the Council to invite the Mayor to attend a meeting to be held in Christchurch on the matter.: [643, 627, 784, 723]
